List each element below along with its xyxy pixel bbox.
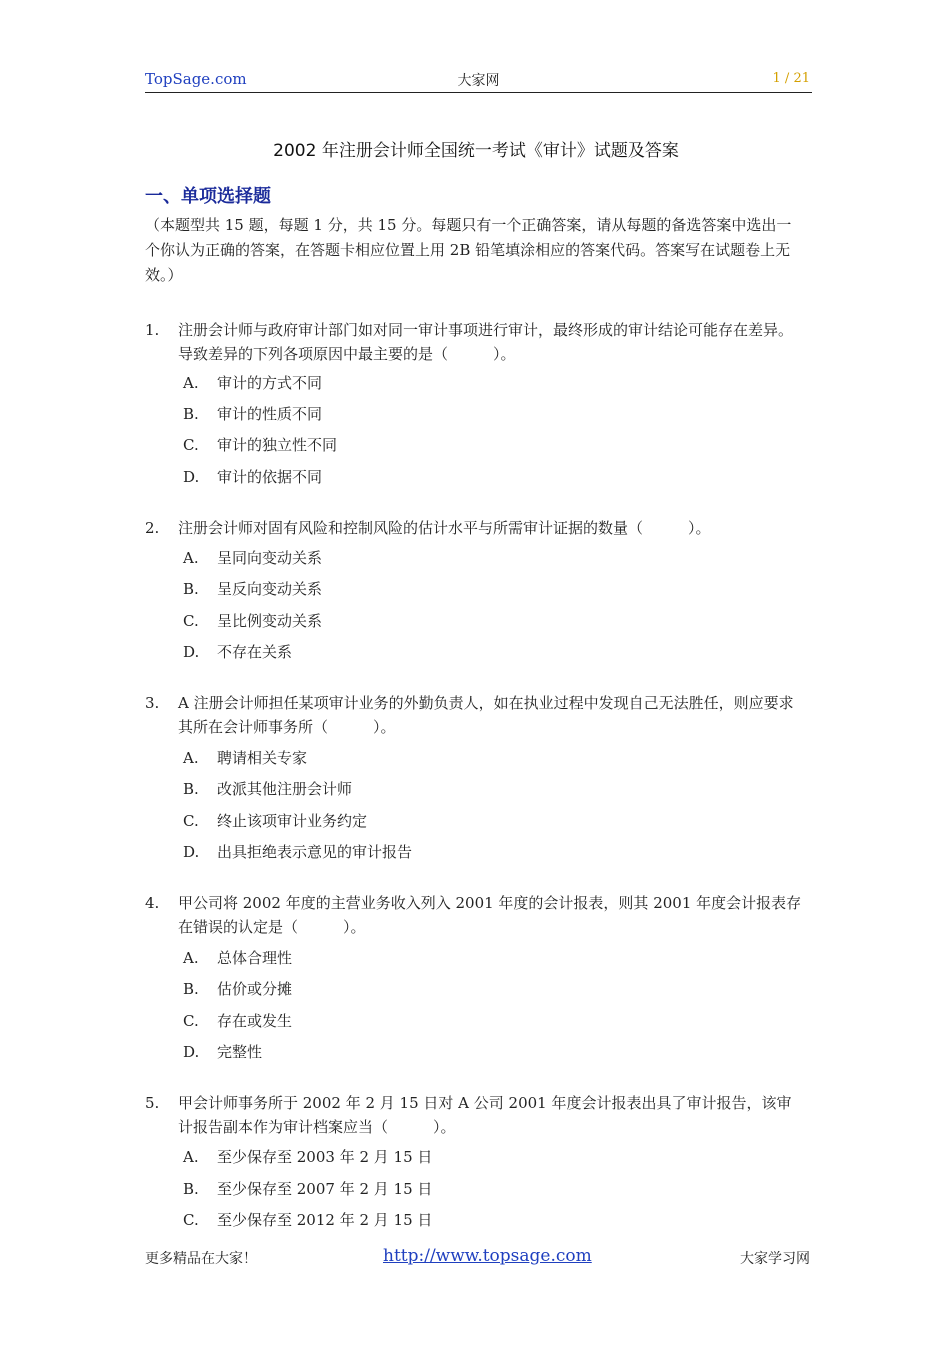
option-4a — [183, 947, 292, 969]
page-header — [145, 70, 812, 93]
question-2 — [145, 516, 805, 540]
question-number: 3. — [145, 694, 160, 712]
option-text: 审计的独立性不同 — [217, 436, 338, 454]
header-site-name: TopSage.com — [145, 70, 247, 88]
option-5b — [183, 1178, 432, 1200]
question-text: A 注册会计师担任某项审计业务的外勤负责人，如在执业过程中发现自己无法胜任，则应要求其所在会计师事务所（ ）。 — [178, 694, 794, 736]
footer-slogan: 更多精品在大家！ — [145, 1251, 257, 1267]
option-letter: D. — [183, 843, 200, 861]
question-number: 5. — [145, 1094, 160, 1112]
option-text: 总体合理性 — [217, 949, 293, 967]
option-4c — [183, 1010, 292, 1032]
option-letter: A. — [183, 374, 199, 392]
option-text: 存在或发生 — [217, 1012, 293, 1030]
option-letter: C. — [183, 436, 199, 454]
section-instructions: （本题型共 15 题，每题 1 分，共 15 分。每题只有一个正确答案，请从每题的备选答案中选出一个你认为正确的答案，在答题卡相应位置上用 2B 铅笔填涂相应的答案代码。答案写在试题卷上无效。） — [145, 216, 792, 284]
question-number: 2. — [145, 519, 160, 537]
option-letter: C. — [183, 612, 199, 630]
option-3c — [183, 810, 367, 832]
document-title: 2002 年注册会计师全国统一考试《审计》试题及答案 — [273, 141, 679, 161]
option-text: 改派其他注册会计师 — [217, 780, 353, 798]
page-footer — [145, 1246, 812, 1268]
option-text: 估价或分摊 — [217, 980, 293, 998]
option-3d — [183, 841, 412, 863]
option-letter: C. — [183, 812, 199, 830]
option-text: 不存在关系 — [217, 643, 293, 661]
page-number: 1 / 21 — [772, 71, 810, 86]
option-4d — [183, 1041, 262, 1063]
option-text: 审计的依据不同 — [217, 468, 323, 486]
option-text: 至少保存至 2003 年 2 月 15 日 — [217, 1148, 433, 1166]
question-text: 注册会计师与政府审计部门如对同一审计事项进行审计，最终形成的审计结论可能存在差异。导致差异的下列各项原因中最主要的是（ ）。 — [178, 321, 794, 363]
question-text: 注册会计师对固有风险和控制风险的估计水平与所需审计证据的数量（ ）。 — [178, 519, 711, 537]
section-heading: 一、单项选择题 — [145, 186, 271, 207]
option-letter: A. — [183, 949, 199, 967]
option-letter: D. — [183, 643, 200, 661]
option-5a — [183, 1146, 432, 1168]
option-2c — [183, 610, 322, 632]
option-letter: A. — [183, 549, 199, 567]
question-text: 甲会计师事务所于 2002 年 2 月 15 日对 A 公司 2001 年度会计报表出具了审计报告，该审计报告副本作为审计档案应当（ ）。 — [178, 1094, 792, 1136]
option-text: 审计的性质不同 — [217, 405, 323, 423]
option-text: 至少保存至 2012 年 2 月 15 日 — [217, 1211, 433, 1229]
option-3a — [183, 747, 307, 769]
option-text: 聘请相关专家 — [217, 749, 308, 767]
option-letter: B. — [183, 1180, 199, 1198]
option-1a — [183, 372, 322, 394]
option-letter: D. — [183, 1043, 200, 1061]
question-text: 甲公司将 2002 年度的主营业务收入列入 2001 年度的会计报表，则其 2001 年度会计报表存在错误的认定是（ ）。 — [178, 894, 802, 936]
question-number: 4. — [145, 894, 160, 912]
footer-site-name: 大家学习网 — [740, 1251, 810, 1267]
option-letter: C. — [183, 1012, 199, 1030]
option-text: 审计的方式不同 — [217, 374, 323, 392]
option-text: 至少保存至 2007 年 2 月 15 日 — [217, 1180, 433, 1198]
option-letter: D. — [183, 468, 200, 486]
question-3 — [145, 691, 805, 739]
option-text: 终止该项审计业务约定 — [217, 812, 368, 830]
option-4b — [183, 978, 292, 1000]
question-1 — [145, 318, 805, 366]
option-1b — [183, 403, 322, 425]
option-letter: A. — [183, 749, 199, 767]
option-2b — [183, 578, 322, 600]
option-2a — [183, 547, 322, 569]
option-5c — [183, 1209, 432, 1231]
option-letter: B. — [183, 580, 199, 598]
option-letter: B. — [183, 780, 199, 798]
option-text: 出具拒绝表示意见的审计报告 — [217, 843, 413, 861]
option-text: 呈同向变动关系 — [217, 549, 323, 567]
option-letter: B. — [183, 980, 199, 998]
option-1c — [183, 434, 337, 456]
option-letter: C. — [183, 1211, 199, 1229]
option-1d — [183, 466, 322, 488]
question-5 — [145, 1091, 805, 1139]
option-2d — [183, 641, 292, 663]
option-letter: A. — [183, 1148, 199, 1166]
option-letter: B. — [183, 405, 199, 423]
question-4 — [145, 891, 805, 939]
footer-link[interactable]: http://www.topsage.com — [383, 1246, 592, 1266]
header-center-title: 大家网 — [457, 73, 500, 89]
option-text: 完整性 — [217, 1043, 263, 1061]
option-3b — [183, 778, 352, 800]
question-number: 1. — [145, 321, 160, 339]
option-text: 呈反向变动关系 — [217, 580, 323, 598]
option-text: 呈比例变动关系 — [217, 612, 323, 630]
